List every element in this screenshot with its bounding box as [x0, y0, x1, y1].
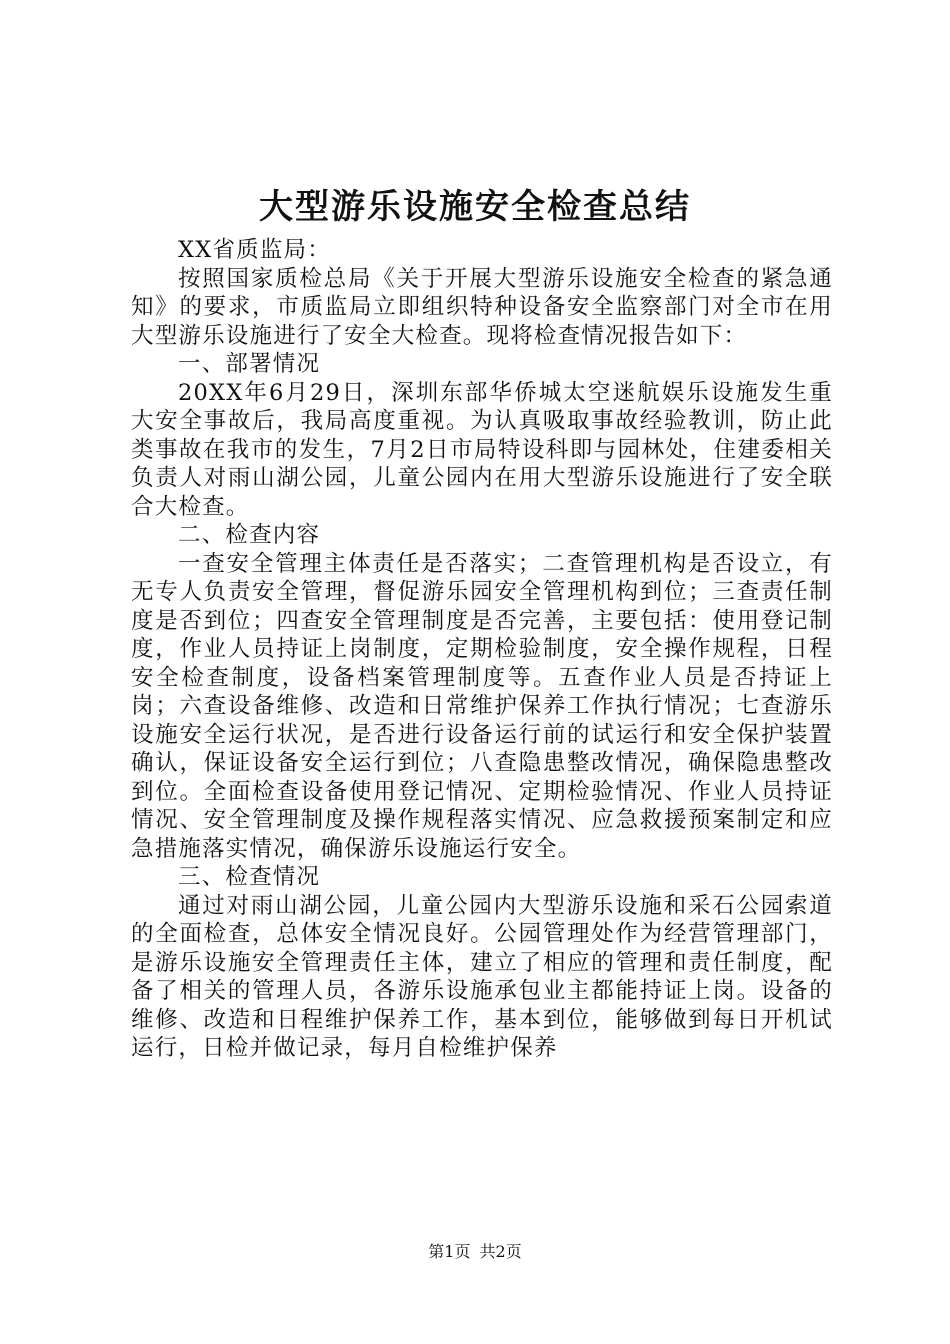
document-title: 大型游乐设施安全检查总结 [259, 187, 691, 227]
section-heading-inspection-content: 二、检查内容 [178, 522, 321, 548]
inspection-content-paragraph: 一查安全管理主体责任是否落实；二查管理机构是否设立，有无专人负责安全管理，督促游乐园安全管理机构到位；三查责任制度是否到位；四查安全管理制度是否完善，主要包括：使用登记制度，作业人员持证上岗制度，定期检验制度，安全操作规程，日程安全检查制度，设备档案管理制度等。五查作业人员是否持证上岗；六查设备维修、改造和日常维护保养工作执行情况；七查游乐设施安全运行状况，是否进行设备运行前的试运行和安全保护装置确认，保证设备安全运行到位；八查隐患整改情况，确保隐患整改到位。全面检查设备使用登记情况、定期检验情况、作业人员持证情况、安全管理制度及操作规程落实情况、应急救援预案制定和应急措施落实情况，确保游乐设施运行安全。 [131, 550, 833, 862]
section-heading-inspection-status: 三、检查情况 [178, 864, 321, 890]
deployment-paragraph: 20XX年6月29日，深圳东部华侨城太空迷航娱乐设施发生重大安全事故后，我局高度重视。为认真吸取事故经验教训，防止此类事故在我市的发生，7月2日市局特设科即与园林处，住建委相关负责人对雨山湖公园，儿童公园内在用大型游乐设施进行了安全联合大检查。 [131, 379, 833, 520]
page-footer [0, 1240, 950, 1264]
inspection-status-paragraph: 通过对雨山湖公园，儿童公园内大型游乐设施和采石公园索道的全面检查，总体安全情况良好。公园管理处作为经营管理部门，是游乐设施安全管理责任主体，建立了相应的管理和责任制度，配备了相关的管理人员，各游乐设施承包业主都能持证上岗。设备的维修、改造和日程维护保养工作，基本到位，能够做到每日开机试运行，日检并做记录，每月自检维护保养 [131, 892, 833, 1061]
document-body [131, 236, 833, 1063]
salutation: XX省质监局： [178, 237, 331, 263]
section-heading-deployment: 一、部署情况 [178, 351, 321, 377]
intro-paragraph: 按照国家质检总局《关于开展大型游乐设施安全检查的紧急通知》的要求，市质监局立即组织特种设备安全监察部门对全市在用大型游乐设施进行了安全大检查。现将检查情况报告如下： [131, 265, 833, 349]
page-number: 第1页 [428, 1242, 471, 1261]
page-total: 共2页 [479, 1242, 522, 1261]
